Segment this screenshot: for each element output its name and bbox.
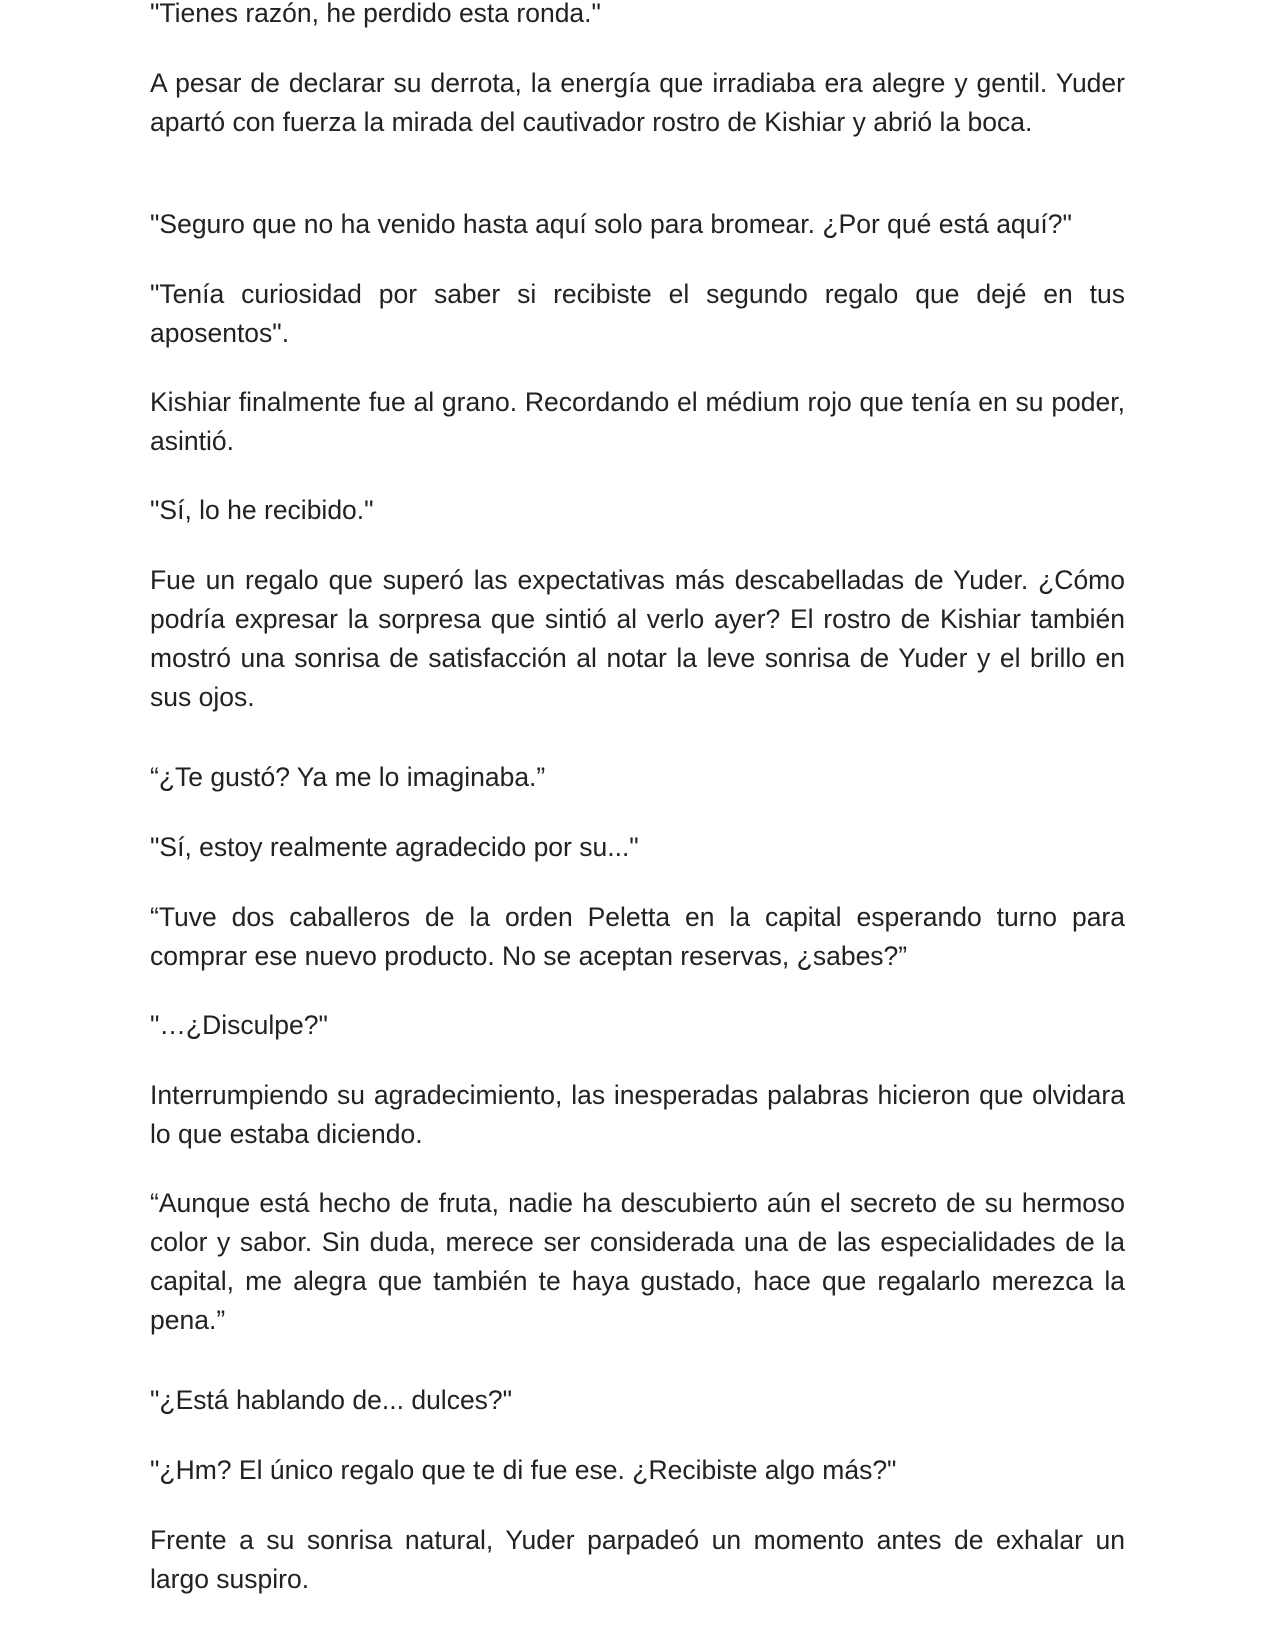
paragraph-3: "Seguro que no ha venido hasta aquí solo para bromear. ¿Por qué está aquí?": [150, 209, 1072, 239]
paragraph-8: “¿Te gustó? Ya me lo imaginaba.”: [150, 762, 546, 792]
paragraph-16: Frente a su sonrisa natural, Yuder parpadeó un momento antes de exhalar un largo suspiro.: [150, 1525, 1125, 1594]
paragraph-12: Interrumpiendo su agradecimiento, las inesperadas palabras hicieron que olvidara lo que estaba diciendo.: [150, 1080, 1125, 1149]
paragraph-14: "¿Está hablando de... dulces?": [150, 1385, 513, 1415]
paragraph-11: "…¿Disculpe?": [150, 1010, 328, 1040]
paragraph-9: "Sí, estoy realmente agradecido por su...": [150, 832, 639, 862]
paragraph-1: "Tienes razón, he perdido esta ronda.": [150, 0, 601, 28]
paragraph-5: Kishiar finalmente fue al grano. Recordando el médium rojo que tenía en su poder, asintió.: [150, 387, 1125, 456]
paragraph-10: “Tuve dos caballeros de la orden Peletta en la capital esperando turno para comprar ese nuevo producto. No se aceptan reservas, ¿sabes?”: [150, 902, 1125, 971]
paragraph-4: "Tenía curiosidad por saber si recibiste el segundo regalo que dejé en tus aposentos".: [150, 279, 1125, 348]
paragraph-13: “Aunque está hecho de fruta, nadie ha descubierto aún el secreto de su hermoso color y sabor. Sin duda, merece ser considerada una de las especialidades de la capital, me alegra que también te haya gustado, hace que regalarlo merezca la pena.”: [150, 1188, 1125, 1335]
paragraph-7: Fue un regalo que superó las expectativas más descabelladas de Yuder. ¿Cómo podría expresar la sorpresa que sintió al verlo ayer? El rostro de Kishiar también mostró una sonrisa de satisfacción al notar la leve sonrisa de Yuder y el brillo en sus ojos.: [150, 565, 1125, 712]
paragraph-15: "¿Hm? El único regalo que te di fue ese. ¿Recibiste algo más?": [150, 1455, 897, 1485]
paragraph-2: A pesar de declarar su derrota, la energía que irradiaba era alegre y gentil. Yuder apartó con fuerza la mirada del cautivador rostro de Kishiar y abrió la boca.: [150, 68, 1125, 137]
paragraph-6: "Sí, lo he recibido.": [150, 495, 374, 525]
